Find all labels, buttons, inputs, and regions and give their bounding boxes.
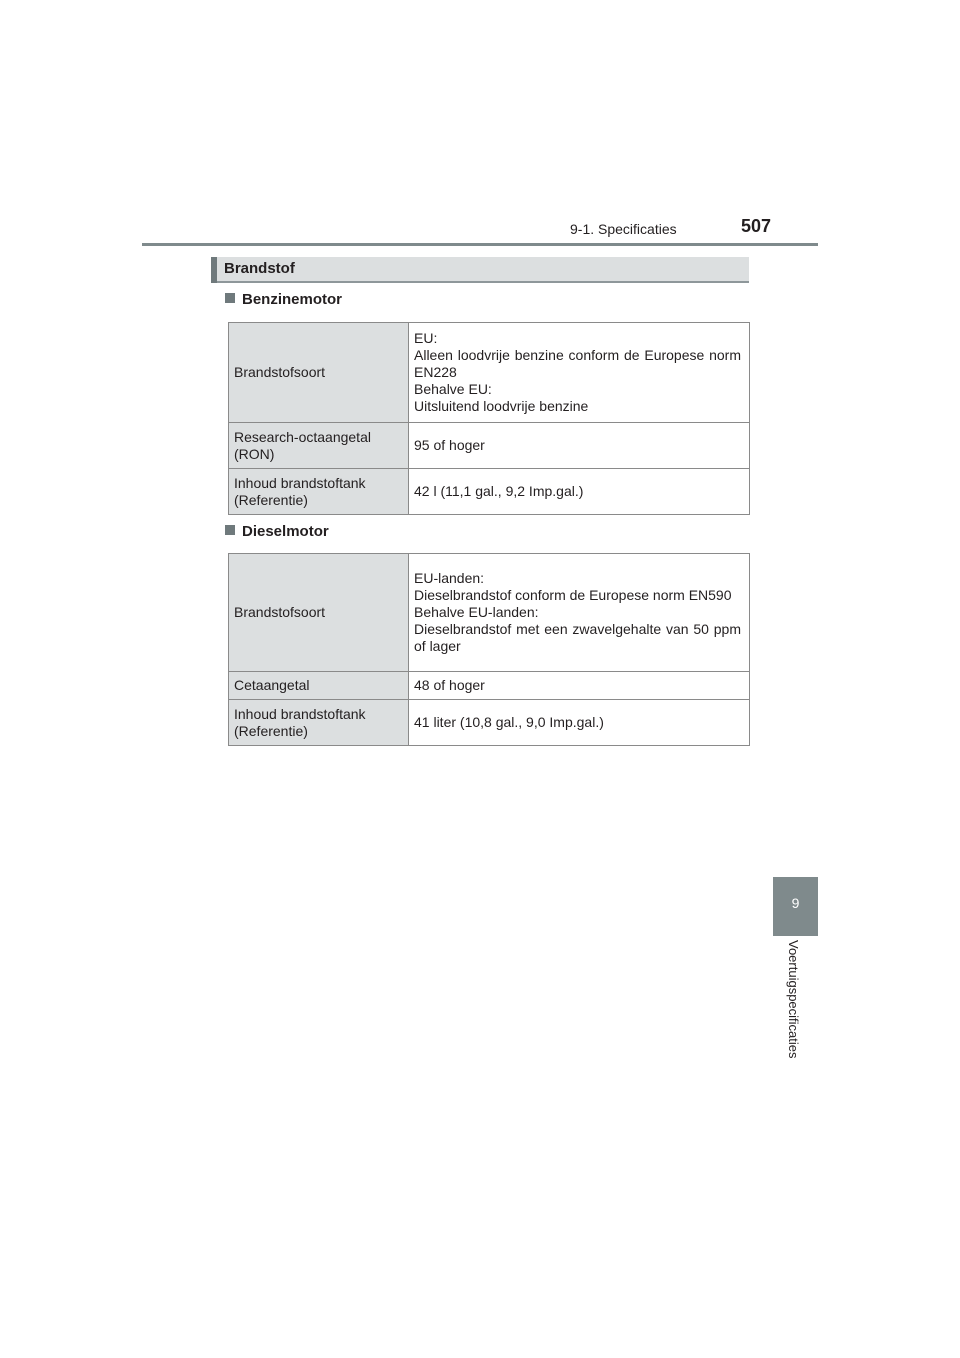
table-row	[229, 469, 750, 515]
square-bullet-icon	[225, 525, 235, 535]
chapter-number: 9	[791, 895, 800, 911]
value-line: EU:	[414, 330, 438, 346]
section-title: Brandstof	[224, 260, 295, 277]
label-line: Cetaangetal	[234, 677, 310, 693]
value-line: Behalve EU-landen:	[414, 604, 539, 620]
value-line: EU-landen:	[414, 570, 485, 586]
label-line: Brandstofsoort	[234, 364, 326, 380]
section-accent-marker	[211, 257, 217, 283]
subheading-diesel-text: Dieselmotor	[242, 523, 329, 540]
value-line: Behalve EU:	[414, 381, 492, 397]
table-row	[229, 554, 750, 672]
label-line: (Referentie)	[234, 722, 308, 739]
row-label	[229, 469, 409, 515]
table-row	[229, 423, 750, 469]
row-value	[409, 323, 750, 423]
row-value	[409, 700, 750, 746]
label-line: (RON)	[234, 445, 275, 462]
value-line: Alleen loodvrije benzine conform de Europese norm EN228	[414, 347, 741, 380]
subheading-diesel	[225, 523, 329, 540]
row-label	[229, 423, 409, 469]
label-line: Brandstofsoort	[234, 604, 326, 620]
chapter-tab[interactable]	[773, 877, 818, 936]
section-heading-bar	[211, 257, 749, 283]
header-divider	[142, 243, 818, 246]
value-line: 95 of hoger	[414, 437, 485, 453]
row-label	[229, 672, 409, 700]
chapter-label: Voertuigspecificaties	[786, 940, 801, 1059]
row-value	[409, 554, 750, 672]
table-row	[229, 672, 750, 700]
label-line: Inhoud brandstoftank	[234, 474, 366, 491]
diesel-spec-table	[228, 553, 750, 746]
page-number: 507	[741, 216, 772, 236]
header-section-title: 9-1. Specificaties	[570, 221, 677, 237]
row-label	[229, 700, 409, 746]
square-bullet-icon	[225, 293, 235, 303]
row-label	[229, 323, 409, 423]
row-value	[409, 672, 750, 700]
value-line: Dieselbrandstof conform de Europese norm EN590	[414, 587, 732, 603]
value-line: 42 l (11,1 gal., 9,2 Imp.gal.)	[414, 483, 584, 499]
value-line: 48 of hoger	[414, 677, 485, 693]
label-line: Research-octaangetal	[234, 428, 371, 445]
value-line: 41 liter (10,8 gal., 9,0 Imp.gal.)	[414, 714, 604, 730]
petrol-spec-table	[228, 322, 750, 515]
label-line: Inhoud brandstoftank	[234, 705, 366, 722]
row-label	[229, 554, 409, 672]
table-row	[229, 323, 750, 423]
subheading-petrol-text: Benzinemotor	[242, 291, 343, 308]
row-value	[409, 423, 750, 469]
value-line: Uitsluitend loodvrije benzine	[414, 398, 589, 414]
label-line: (Referentie)	[234, 491, 308, 508]
value-line: Dieselbrandstof met een zwavelgehalte van 50 ppm of lager	[414, 621, 741, 654]
subheading-petrol	[225, 291, 342, 308]
row-value	[409, 469, 750, 515]
table-row	[229, 700, 750, 746]
